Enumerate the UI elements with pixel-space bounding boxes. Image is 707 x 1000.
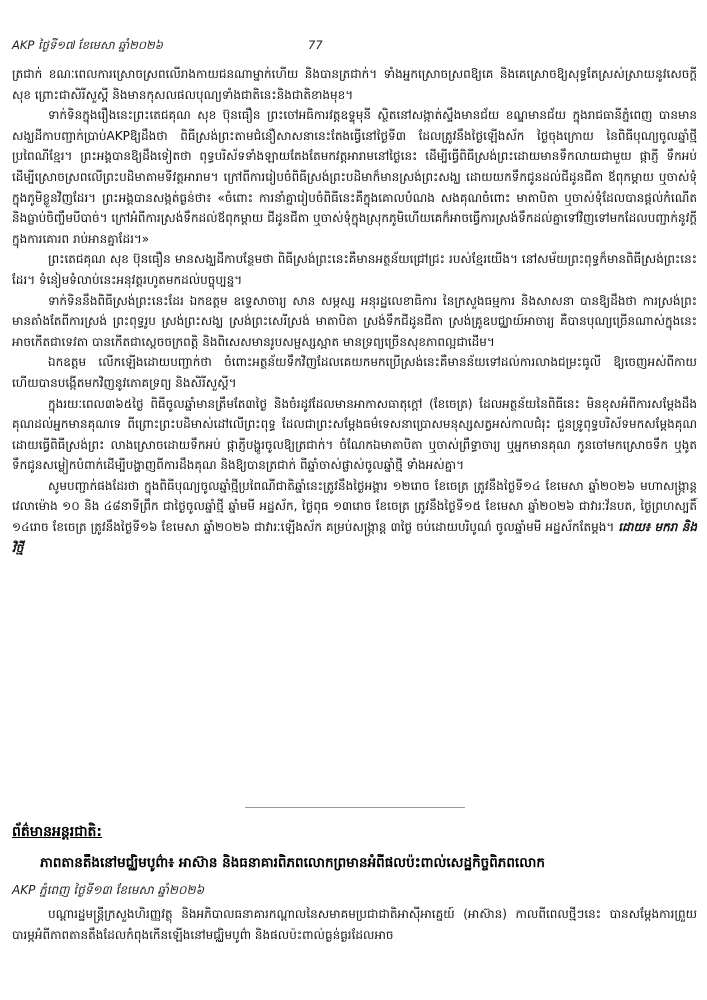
news-headline: ភាពតានតឹងនៅមជ្ឈិមបូព៌ា៖ អាស៊ាន និងធនាគារពិភពលោកព្រមានអំពីផលប៉ះពាល់សេដ្ឋកិច្ចពិភពលោក <box>40 855 545 871</box>
article-paragraph-last <box>12 476 697 558</box>
news-paragraph: បណ្ដារដ្ឋមន្ត្រីក្រសួងហិរញ្ញវត្ថុ និងអភិបាលធនាគារកណ្ដាលនៃសមាគមប្រជាជាតិអាស៊ីអាគ្នេយ៍ (អាស៊ាន) កាលពីពេលថ្មីៗនេះ បានសម្ដែងការព្រួយបារម្ភអំពីភាពតានតឹងដែលកំពុងកើនឡើងនៅមជ្ឈិមបូព៌ា និងផលប៉ះពាល់ធ្ងន់ធ្ងរដែលអាច <box>12 907 697 942</box>
page-header <box>12 38 695 58</box>
article-paragraph: ព្រះតេជគុណ សុខ ប៊ុនធឿន មានសង្ឃដីកាបន្ថែមថា ពិធីស្រង់ព្រះនេះគឺមានអត្ថន័យជ្រៅជ្រះ របស់ខ្មែរយើង។ នៅសម័យព្រះពុទ្ធក៏មានពិធីស្រង់ព្រះនេះដែរ។ ទំនៀមទំលាប់នេះអនុវត្តរហូតមកដល់បច្ចុប្បន្ន។ <box>12 252 697 287</box>
article-paragraph: ទាក់ទិននឹងពិធីស្រង់ព្រះនេះដែរ ឯកឧត្ដម ឧទ្ទេសាចារ្យ សាន សម្ភស្ស អនុរដ្ឋលេខាធិការ នៃក្រសួងធម្មការ និងសាសនា បានឱ្យដឹងថា ការស្រង់ព្រះមានតាំងតែពីការស្រង់ ព្រះពុទ្ធរូប ស្រង់ព្រះសង្ឃ ស្រង់ព្រះសេរីស្រង់ មាតាបិតា ស្រង់ទឹកជីដូនជីតា ស្រង់គ្រូឧបជ្ឈាយ៍អាចារ្យ គឺបានបុណ្យច្រើនណាស់ក្នុងនេះអាចកើតជាទេវតា បានកើតជាស្ដេចចក្រពត្តិ និងពិសេសមានរូបសម្ផស្សស្អាត មានទ្រព្យច្រើនសុខភាពល្អជាដើម។ <box>12 293 697 349</box>
section-divider <box>245 807 465 808</box>
article-paragraph-text: សូមបញ្ជាក់ផងដែរថា ក្នុងពិធីបុណ្យចូលឆ្នាំថ្មីប្រពៃណីជាតិឆ្នាំនេះត្រូវនឹងថ្ងៃអង្គារ ១២រោច ខែចេត្រ ត្រូវនឹងថ្ងៃទី១៤ ខែមេសា ឆ្នាំ២០២៦ មហាសង្ក្រាន្ត វេលាម៉ោង ១០ និង ៤៨នាទីព្រឹក ជាថ្ងៃចូលឆ្នាំថ្មី ឆ្នាំមមី អដ្ឋស័ក, ថ្ងៃពុធ ១៣រោច ខែចេត្រ ត្រូវនឹងថ្ងៃទី១៥ ខែមេសា ឆ្នាំ២០២៦ ជាវារៈវ័នបត, ថ្ងៃព្រហស្បតិ៍ ១៤រោច ខែចេត្រ ត្រូវនឹងថ្ងៃទី១៦ ខែមេសា ឆ្នាំ២០២៦ ជាវារៈឡើងស័ក គម្រប់សង្ក្រាន្ត ៣ថ្ងៃ ចប់ដោយបរិបូណ៌ ចូលឆ្នាំមមី អដ្ឋស័កតែម្ដង។ <box>12 478 697 535</box>
header-agency-date: AKP ថ្ងៃទី១៧ ខែមេសា ឆ្នាំ២០២៦ <box>12 38 163 52</box>
article-paragraph: ត្រជាក់ ខណៈពេលការស្រោចស្រពលើរាងកាយជនណាម្នាក់ហើយ និងបានត្រជាក់។ ទាំងអ្នកស្រោចស្រពឱ្យគេ និងគេស្រោចឱ្យសុទ្ធតែស្រស់ស្រាយនូវសេចក្ដីសុខ ព្រោះជាសិរីសួស្ដី និងមានកុសលផលបុណ្យទាំងជាតិនេះនិងជាតិខាងមុខ។ <box>12 67 697 102</box>
section-title: ព័ត៌មានអន្តរជាតិ: <box>12 824 103 840</box>
news-body <box>12 904 697 945</box>
article-paragraph: ក្នុងរយៈពេល៣៦៥ថ្ងៃ ពិធីចូលឆ្នាំមានត្រឹមតែ៣ថ្ងៃ និងចំរដូវដែលមានអាកាសធាតុក្ដៅ (ខែចេត្រ) ដែលអត្ថន័យនៃពិធីនេះ មិនខុសអំពីការសម្ដែងដឹងគុណដល់អ្នកមានគុណទេ ពីព្រោះព្រះបដិមាស់ដៅលើព្រះពុទ្ធ ដែលជាព្រះសម្ដែងធម៌ទេសនាប្រោសមនុស្សសត្វអស់កាលជំរុះ ជួនទ្រូពុទ្ធបរិស័ទមកសម្ដែងគុណដោយធ្វើពិធីស្រង់ព្រះ លាងស្រោចដោយទឹកអប់ ផ្កាភ្ញីបង្ហូរចូលឱ្យត្រជាក់។ ចំណែកឯមាតាបិតា ឬចាស់ព្រឹទ្ធាចារ្យ ឬអ្នកមានគុណ កូនចៅមកស្រោចទឹក ឬងូតទឹកជូនសម្លៀកបំពាក់ដើម្បីបង្ហាញពីការដឹងគុណ និងឱ្យបានត្រជាក់ ពីឆ្នាំចាស់ផ្លាស់ចូលឆ្នាំថ្មី ទាំងអស់គ្នា។ <box>12 396 697 473</box>
article-byline: ដោយ៖ មករា និង វិថ្មី <box>12 520 697 555</box>
page-number: 77 <box>308 38 323 52</box>
article-paragraph: ឯកឧត្ដម លើកឡើងដោយបញ្ជាក់ថា ចំពោះអត្ថន័យទឹកវិញដែលគេយកមកប្រើស្រង់នេះគឺមានន័យទៅដល់ការលាងជម្រះធូលី ឱ្យចេញអស់ពីកាយ ហើយបានបង្កើតមកវិញនូវភោគទ្រព្យ និងសិរីសួស្ដី។ <box>12 355 697 390</box>
news-dateline: AKP ភ្នំពេញ ថ្ងៃទី១៣ ខែមេសា ឆ្នាំ២០២៦ <box>12 883 205 897</box>
article-body <box>12 64 697 558</box>
article-paragraph: ទាក់ទិនក្នុងរឿងនេះព្រះតេជគុណ សុខ ប៊ុនធឿន ព្រះចៅអធិការវត្តឧទ្ទុមុនី ស្ថិតនៅសង្កាត់ស្ទឹងមានជ័យ ខណ្ឌមានជ័យ ក្នុងរាជធានីភ្នំពេញ បានមានសង្ឃដីកាបញ្ជាក់ប្រាប់AKPឱ្យដឹងថា ពិធីស្រង់ព្រះតាមជំនឿសាសនានេះតែងធ្វើនៅថ្ងៃទី៣ ដែលត្រូវនឹងថ្ងៃឡើងស័ក ថ្ងៃចុងក្រោយ នៃពិធីបុណ្យចូលឆ្នាំថ្មីប្រពៃណីខ្មែរ។ ព្រះអង្គបានឱ្យដឹងទៀតថា ពុទ្ធបរិស័ទទាំងឡាយតែងតែមកវត្តអារាមនៅថ្ងៃនេះ ដើម្បីធ្វើពិធីស្រង់ព្រះដោយមានទឹកលាយជាមួយ ផ្កាភ្ញី ទឹកអប់ ដើម្បីស្រោចស្រពលើព្រះបដិមាតាមទីវត្តអារាម។ ក្រៅពីការរៀបចំពិធីស្រង់ព្រះបដិមាក៏មានស្រង់ព្រះសង្ឃ ដោយយកទឹកជូនដល់ជីដូនជីតា ឪពុកម្ដាយ ឬចាស់ទុំក្នុងភូមិខ្លួនវិញដែរ។ ព្រះអង្គបានសង្កត់ធ្ងន់ថា៖ «ចំពោះ ការនាំគ្នារៀបចំពិធីនេះគឺក្នុងគោលបំណង សងគុណចំពោះ មាតាបិតា ឬចាស់ទុំដែលបានផ្ដល់កំណើត និងធ្លាប់ចិញ្ចឹមបីបាច់។ ក្រៅអំពីការស្រង់ទឹកដល់ឪពុកម្ដាយ ជីដូនជីតា ឬចាស់ទុំក្នុងស្រុកភូមិហើយគេក៏អាចធ្វើការស្រង់ទឹកដល់គ្នាទៅវិញទៅមកដែលបញ្ជាក់នូវក្ដីក្នុងការគោរព រាប់អានគ្នាដែរ។» <box>12 108 697 246</box>
